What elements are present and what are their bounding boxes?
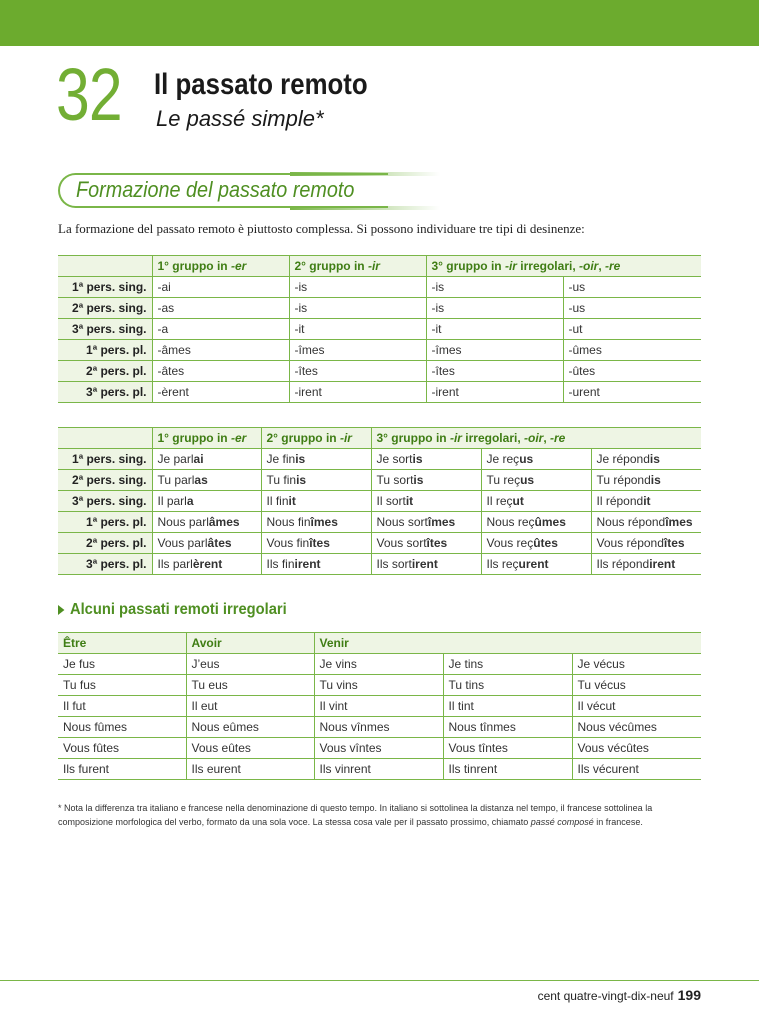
conjugation-cell: Nous reçûmes bbox=[481, 512, 591, 533]
table-row bbox=[58, 470, 701, 491]
ending-cell: -a bbox=[152, 319, 289, 340]
person-label: 1ª pers. pl. bbox=[58, 340, 152, 361]
table-row bbox=[58, 491, 701, 512]
header-cell: 3° gruppo in -ir irregolari, -oir, -re bbox=[426, 256, 701, 277]
ending-cell: -èrent bbox=[152, 382, 289, 403]
table-row bbox=[58, 675, 701, 696]
table-row bbox=[58, 554, 701, 575]
irregular-heading-label: Alcuni passati remoti irregolari bbox=[69, 601, 287, 618]
ending-cell: -ut bbox=[563, 319, 701, 340]
conjugation-cell: Tu répondis bbox=[591, 470, 701, 491]
chapter-subtitle: Le passé simple* bbox=[156, 106, 324, 131]
footnote-text-1: * Nota la differenza tra italiano e francese nella denominazione di questo tempo. In italiano si sottolinea la distanza nel tempo, il francese sottolinea la composizione morfologica del verbo, formato da una sola voce. La stessa cosa vale per il passato prossimo, chiamato bbox=[58, 803, 653, 827]
conjugation-cell: Vous eûtes bbox=[186, 738, 314, 759]
header-cell: 2° gruppo in -ir bbox=[261, 428, 371, 449]
examples-table bbox=[58, 427, 701, 575]
ending-cell: -is bbox=[289, 277, 426, 298]
section-frame-top-fade bbox=[290, 172, 440, 176]
conjugation-cell: Nous tînmes bbox=[443, 717, 572, 738]
chapter-number: 32 bbox=[56, 53, 122, 136]
table-row bbox=[58, 277, 701, 298]
conjugation-cell: Il eut bbox=[186, 696, 314, 717]
table-row bbox=[58, 449, 701, 470]
page-number-words: cent quatre-vingt-dix-neuf bbox=[537, 989, 674, 1003]
conjugation-cell: Tu tins bbox=[443, 675, 572, 696]
conjugation-cell: Ils vécurent bbox=[572, 759, 701, 780]
ending-cell: -is bbox=[426, 298, 563, 319]
ending-cell: -îmes bbox=[289, 340, 426, 361]
conjugation-cell: Tu vécus bbox=[572, 675, 701, 696]
page-number: 199 bbox=[677, 987, 701, 1003]
person-label: 3ª pers. sing. bbox=[58, 491, 152, 512]
conjugation-cell: Vous répondîtes bbox=[591, 533, 701, 554]
conjugation-cell: Je répondis bbox=[591, 449, 701, 470]
section-frame-bottom-fade bbox=[290, 206, 440, 210]
ending-cell: -îmes bbox=[426, 340, 563, 361]
header-cell: Être bbox=[58, 633, 186, 654]
conjugation-cell: Nous eûmes bbox=[186, 717, 314, 738]
ending-cell: -us bbox=[563, 298, 701, 319]
conjugation-cell: Vous sortîtes bbox=[371, 533, 481, 554]
conjugation-cell: Vous fûtes bbox=[58, 738, 186, 759]
conjugation-cell: Je finis bbox=[261, 449, 371, 470]
conjugation-cell: Nous finîmes bbox=[261, 512, 371, 533]
ending-cell: -ai bbox=[152, 277, 289, 298]
conjugation-cell: Ils finirent bbox=[261, 554, 371, 575]
conjugation-cell: Il tint bbox=[443, 696, 572, 717]
conjugation-cell: Ils reçurent bbox=[481, 554, 591, 575]
ending-cell: -it bbox=[289, 319, 426, 340]
footnote-italic-term: passé composé bbox=[530, 817, 594, 827]
page-footer bbox=[538, 987, 701, 1003]
conjugation-cell: J’eus bbox=[186, 654, 314, 675]
footnote-text-2: in francese. bbox=[593, 817, 643, 827]
conjugation-cell: Ils vinrent bbox=[314, 759, 443, 780]
header-cell bbox=[58, 428, 152, 449]
table-row bbox=[58, 738, 701, 759]
table-row bbox=[58, 382, 701, 403]
conjugation-cell: Il parla bbox=[152, 491, 261, 512]
conjugation-cell: Vous reçûtes bbox=[481, 533, 591, 554]
conjugation-cell: Tu fus bbox=[58, 675, 186, 696]
conjugation-cell: Vous tîntes bbox=[443, 738, 572, 759]
ending-cell: -is bbox=[289, 298, 426, 319]
ending-cell: -ûmes bbox=[563, 340, 701, 361]
conjugation-cell: Il vécut bbox=[572, 696, 701, 717]
header-cell: Venir bbox=[314, 633, 701, 654]
irregular-table bbox=[58, 632, 701, 780]
person-label: 1ª pers. sing. bbox=[58, 449, 152, 470]
ending-cell: -it bbox=[426, 319, 563, 340]
person-label: 1ª pers. pl. bbox=[58, 512, 152, 533]
table-row bbox=[58, 298, 701, 319]
conjugation-cell: Tu parlas bbox=[152, 470, 261, 491]
conjugation-cell: Ils eurent bbox=[186, 759, 314, 780]
table-row bbox=[58, 512, 701, 533]
conjugation-cell: Tu finis bbox=[261, 470, 371, 491]
conjugation-cell: Vous parlâtes bbox=[152, 533, 261, 554]
conjugation-cell: Tu vins bbox=[314, 675, 443, 696]
conjugation-cell: Je fus bbox=[58, 654, 186, 675]
header-cell: 1° gruppo in -er bbox=[152, 256, 289, 277]
irregular-heading bbox=[58, 601, 287, 619]
examples-table-header bbox=[58, 428, 701, 449]
ending-cell: -âmes bbox=[152, 340, 289, 361]
conjugation-cell: Vous finîtes bbox=[261, 533, 371, 554]
ending-cell: -irent bbox=[289, 382, 426, 403]
conjugation-cell: Nous vînmes bbox=[314, 717, 443, 738]
conjugation-cell: Nous sortîmes bbox=[371, 512, 481, 533]
table-row bbox=[58, 717, 701, 738]
conjugation-cell: Nous fûmes bbox=[58, 717, 186, 738]
conjugation-cell: Nous parlâmes bbox=[152, 512, 261, 533]
triangle-right-icon bbox=[58, 605, 64, 615]
conjugation-cell: Je tins bbox=[443, 654, 572, 675]
person-label: 1ª pers. sing. bbox=[58, 277, 152, 298]
header-cell: 3° gruppo in -ir irregolari, -oir, -re bbox=[371, 428, 701, 449]
conjugation-cell: Il reçut bbox=[481, 491, 591, 512]
table-row bbox=[58, 654, 701, 675]
person-label: 3ª pers. pl. bbox=[58, 382, 152, 403]
table-row bbox=[58, 361, 701, 382]
header-cell: Avoir bbox=[186, 633, 314, 654]
conjugation-cell: Il sortit bbox=[371, 491, 481, 512]
conjugation-cell: Il répondit bbox=[591, 491, 701, 512]
person-label: 2ª pers. pl. bbox=[58, 361, 152, 382]
section-title: Formazione del passato remoto bbox=[76, 177, 355, 202]
ending-cell: -urent bbox=[563, 382, 701, 403]
header-cell: 2° gruppo in -ir bbox=[289, 256, 426, 277]
person-label: 3ª pers. sing. bbox=[58, 319, 152, 340]
conjugation-cell: Ils furent bbox=[58, 759, 186, 780]
footer-rule bbox=[0, 980, 759, 981]
person-label: 2ª pers. pl. bbox=[58, 533, 152, 554]
table-row bbox=[58, 696, 701, 717]
conjugation-cell: Je reçus bbox=[481, 449, 591, 470]
top-color-bar bbox=[0, 0, 759, 46]
table-row bbox=[58, 533, 701, 554]
ending-cell: -is bbox=[426, 277, 563, 298]
conjugation-cell: Il vint bbox=[314, 696, 443, 717]
intro-text: La formazione del passato remoto è piuttosto complessa. Si possono individuare tre tipi di desinenze: bbox=[58, 221, 585, 236]
conjugation-cell: Je vécus bbox=[572, 654, 701, 675]
conjugation-cell: Ils parlèrent bbox=[152, 554, 261, 575]
conjugation-cell: Ils répondirent bbox=[591, 554, 701, 575]
conjugation-cell: Nous vécûmes bbox=[572, 717, 701, 738]
conjugation-cell: Vous vîntes bbox=[314, 738, 443, 759]
conjugation-cell: Je vins bbox=[314, 654, 443, 675]
conjugation-cell: Il fut bbox=[58, 696, 186, 717]
conjugation-cell: Je sortis bbox=[371, 449, 481, 470]
conjugation-cell: Ils sortirent bbox=[371, 554, 481, 575]
ending-cell: -îtes bbox=[426, 361, 563, 382]
endings-table-header bbox=[58, 256, 701, 277]
conjugation-cell: Tu sortis bbox=[371, 470, 481, 491]
conjugation-cell: Tu eus bbox=[186, 675, 314, 696]
ending-cell: -ûtes bbox=[563, 361, 701, 382]
person-label: 2ª pers. sing. bbox=[58, 470, 152, 491]
ending-cell: -îtes bbox=[289, 361, 426, 382]
ending-cell: -as bbox=[152, 298, 289, 319]
person-label: 3ª pers. pl. bbox=[58, 554, 152, 575]
table-row bbox=[58, 340, 701, 361]
table-row bbox=[58, 319, 701, 340]
person-label: 2ª pers. sing. bbox=[58, 298, 152, 319]
conjugation-cell: Ils tinrent bbox=[443, 759, 572, 780]
conjugation-cell: Je parlai bbox=[152, 449, 261, 470]
conjugation-cell: Nous répondîmes bbox=[591, 512, 701, 533]
conjugation-cell: Tu reçus bbox=[481, 470, 591, 491]
header-cell bbox=[58, 256, 152, 277]
header-cell: 1° gruppo in -er bbox=[152, 428, 261, 449]
footnote bbox=[58, 801, 708, 829]
conjugation-cell: Il finit bbox=[261, 491, 371, 512]
irregular-table-header bbox=[58, 633, 701, 654]
ending-cell: -us bbox=[563, 277, 701, 298]
ending-cell: -irent bbox=[426, 382, 563, 403]
endings-table bbox=[58, 255, 701, 403]
chapter-title: Il passato remoto bbox=[154, 68, 368, 101]
ending-cell: -âtes bbox=[152, 361, 289, 382]
conjugation-cell: Vous vécûtes bbox=[572, 738, 701, 759]
table-row bbox=[58, 759, 701, 780]
